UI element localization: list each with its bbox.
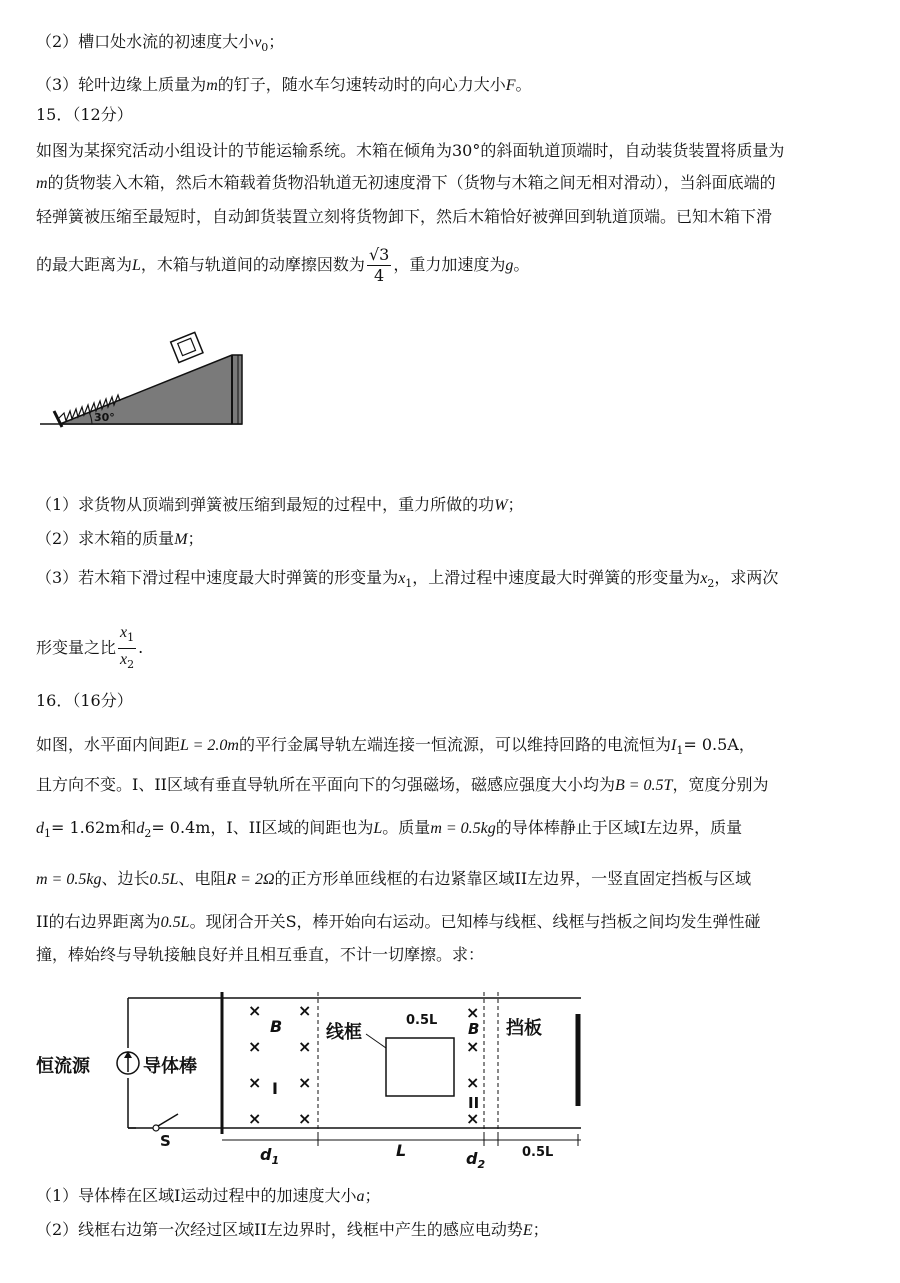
square-frame [386,1038,454,1096]
switch-label: S [160,1132,171,1150]
switch-blade [158,1114,178,1126]
cross-mark: × [466,1003,480,1022]
q16-line5: II的右边界距离为0.5L。现闭合开关S，棒开始向右运动。已知棒与线框、线框与挡板之间均发生弹性碰 [36,912,761,931]
q15-line2: m的货物装入木箱，然后木箱载着货物沿轨道无初速度滑下（货物与木箱之间无相对滑动），当斜面底端的 [36,173,776,192]
q16-line6: 撞，棒始终与导轨接触良好并且相互垂直，不计一切摩擦。求： [36,945,485,964]
source-label: 恒流源 [36,1056,90,1077]
region1-label: I [272,1079,278,1098]
q15-line1: 如图为某探究活动小组设计的节能运输系统。木箱在倾角为30°的斜面轨道顶端时，自动装货装置将质量为 [36,141,785,160]
ratio-fraction: $\frac{x_1}{x_2}$ [120,624,135,672]
baffle-label: 挡板 [506,1018,542,1039]
dim-d1-label: $d_1$ [260,1145,280,1167]
frame-pointer [366,1034,386,1048]
rod-label: 导体棒 [143,1056,197,1077]
cross-mark: × [298,1109,312,1128]
q15-sub3-line2: 形变量之比 $\frac{x_1}{x_2}$ . [36,622,143,675]
q16-line2: 且方向不变。I、II区域有垂直导轨所在平面向下的匀强磁场，磁感应强度大小均为B = 0.5T，宽度分别为 [36,775,769,794]
dim-half-label: 0.5L [522,1145,554,1160]
dim-d2-label: $d_2$ [466,1149,486,1168]
q15-sub3: （3）若木箱下滑过程中速度最大时弹簧的形变量为$x_1$，上滑过程中速度最大时弹簧的形变量为$x_2$，求两次 [36,568,779,591]
incline-figure [40,325,250,430]
q15-sub1: （1）求货物从顶端到弹簧被压缩到最短的过程中，重力所做的功W； [36,495,524,514]
q16-line3: $d_1= 1.62m$和$d_2= 0.4m$，I、II区域的间距也为L。质量m = 0.5kg的导体棒静止于区域I左边界，质量 [36,818,743,841]
mu-fraction: $\frac{√3}{4}$ [368,245,390,285]
cross-mark: × [466,1037,480,1056]
q16-sub1: （1）导体棒在区域I运动过程中的加速度大小a； [36,1186,381,1205]
frame-label: 线框 [326,1022,362,1043]
cross-mark: × [248,1001,262,1020]
cross-mark: × [248,1037,262,1056]
q14-part3: （3）轮叶边缘上质量为m的钉子，随水车匀速转动时的向心力大小F。 [36,75,532,94]
cross-mark: × [298,1073,312,1092]
crate [171,332,203,362]
rail-figure [36,988,596,1168]
region1-B: B [270,1017,283,1036]
frame-size-label: 0.5L [406,1013,438,1028]
cross-mark: × [248,1109,262,1128]
incline-body [60,355,242,424]
dim-L-label: L [396,1141,407,1160]
q15-header: 15．（12分） [36,105,133,124]
cross-mark: × [466,1109,480,1128]
cross-mark: × [298,1037,312,1056]
cross-mark: × [248,1073,262,1092]
q16-line4: m = 0.5kg、边长0.5L、电阻R = 2Ω的正方形单匝线框的右边紧靠区域II左边界，一竖直固定挡板与区域 [36,869,752,888]
q15-line4: 的最大距离为L，木箱与轨道间的动摩擦因数为 $\frac{√3}{4}$ ，重力加速度为g。 [36,245,530,285]
q14-part2: （2）槽口处水流的初速度大小$v_0$； [36,32,285,55]
q16-line1: 如图，水平面内间距L = 2.0m的平行金属导轨左端连接一恒流源，可以维持回路的电流恒为$I_1= 0.5A$， [36,735,755,758]
angle-label: 30° [94,411,115,424]
region2-label: II [468,1094,480,1112]
q15-line3: 轻弹簧被压缩至最短时，自动卸货装置立刻将货物卸下，然后木箱恰好被弹回到轨道顶端。已知木箱下滑 [36,207,773,226]
q16-header: 16．（16分） [36,691,133,710]
region2-B: B [468,1020,480,1038]
q16-sub2: （2）线框右边第一次经过区域II左边界时，线框中产生的感应电动势E； [36,1220,549,1239]
cross-mark: × [466,1073,480,1092]
q15-sub2: （2）求木箱的质量M； [36,529,204,548]
cross-mark: × [298,1001,312,1020]
